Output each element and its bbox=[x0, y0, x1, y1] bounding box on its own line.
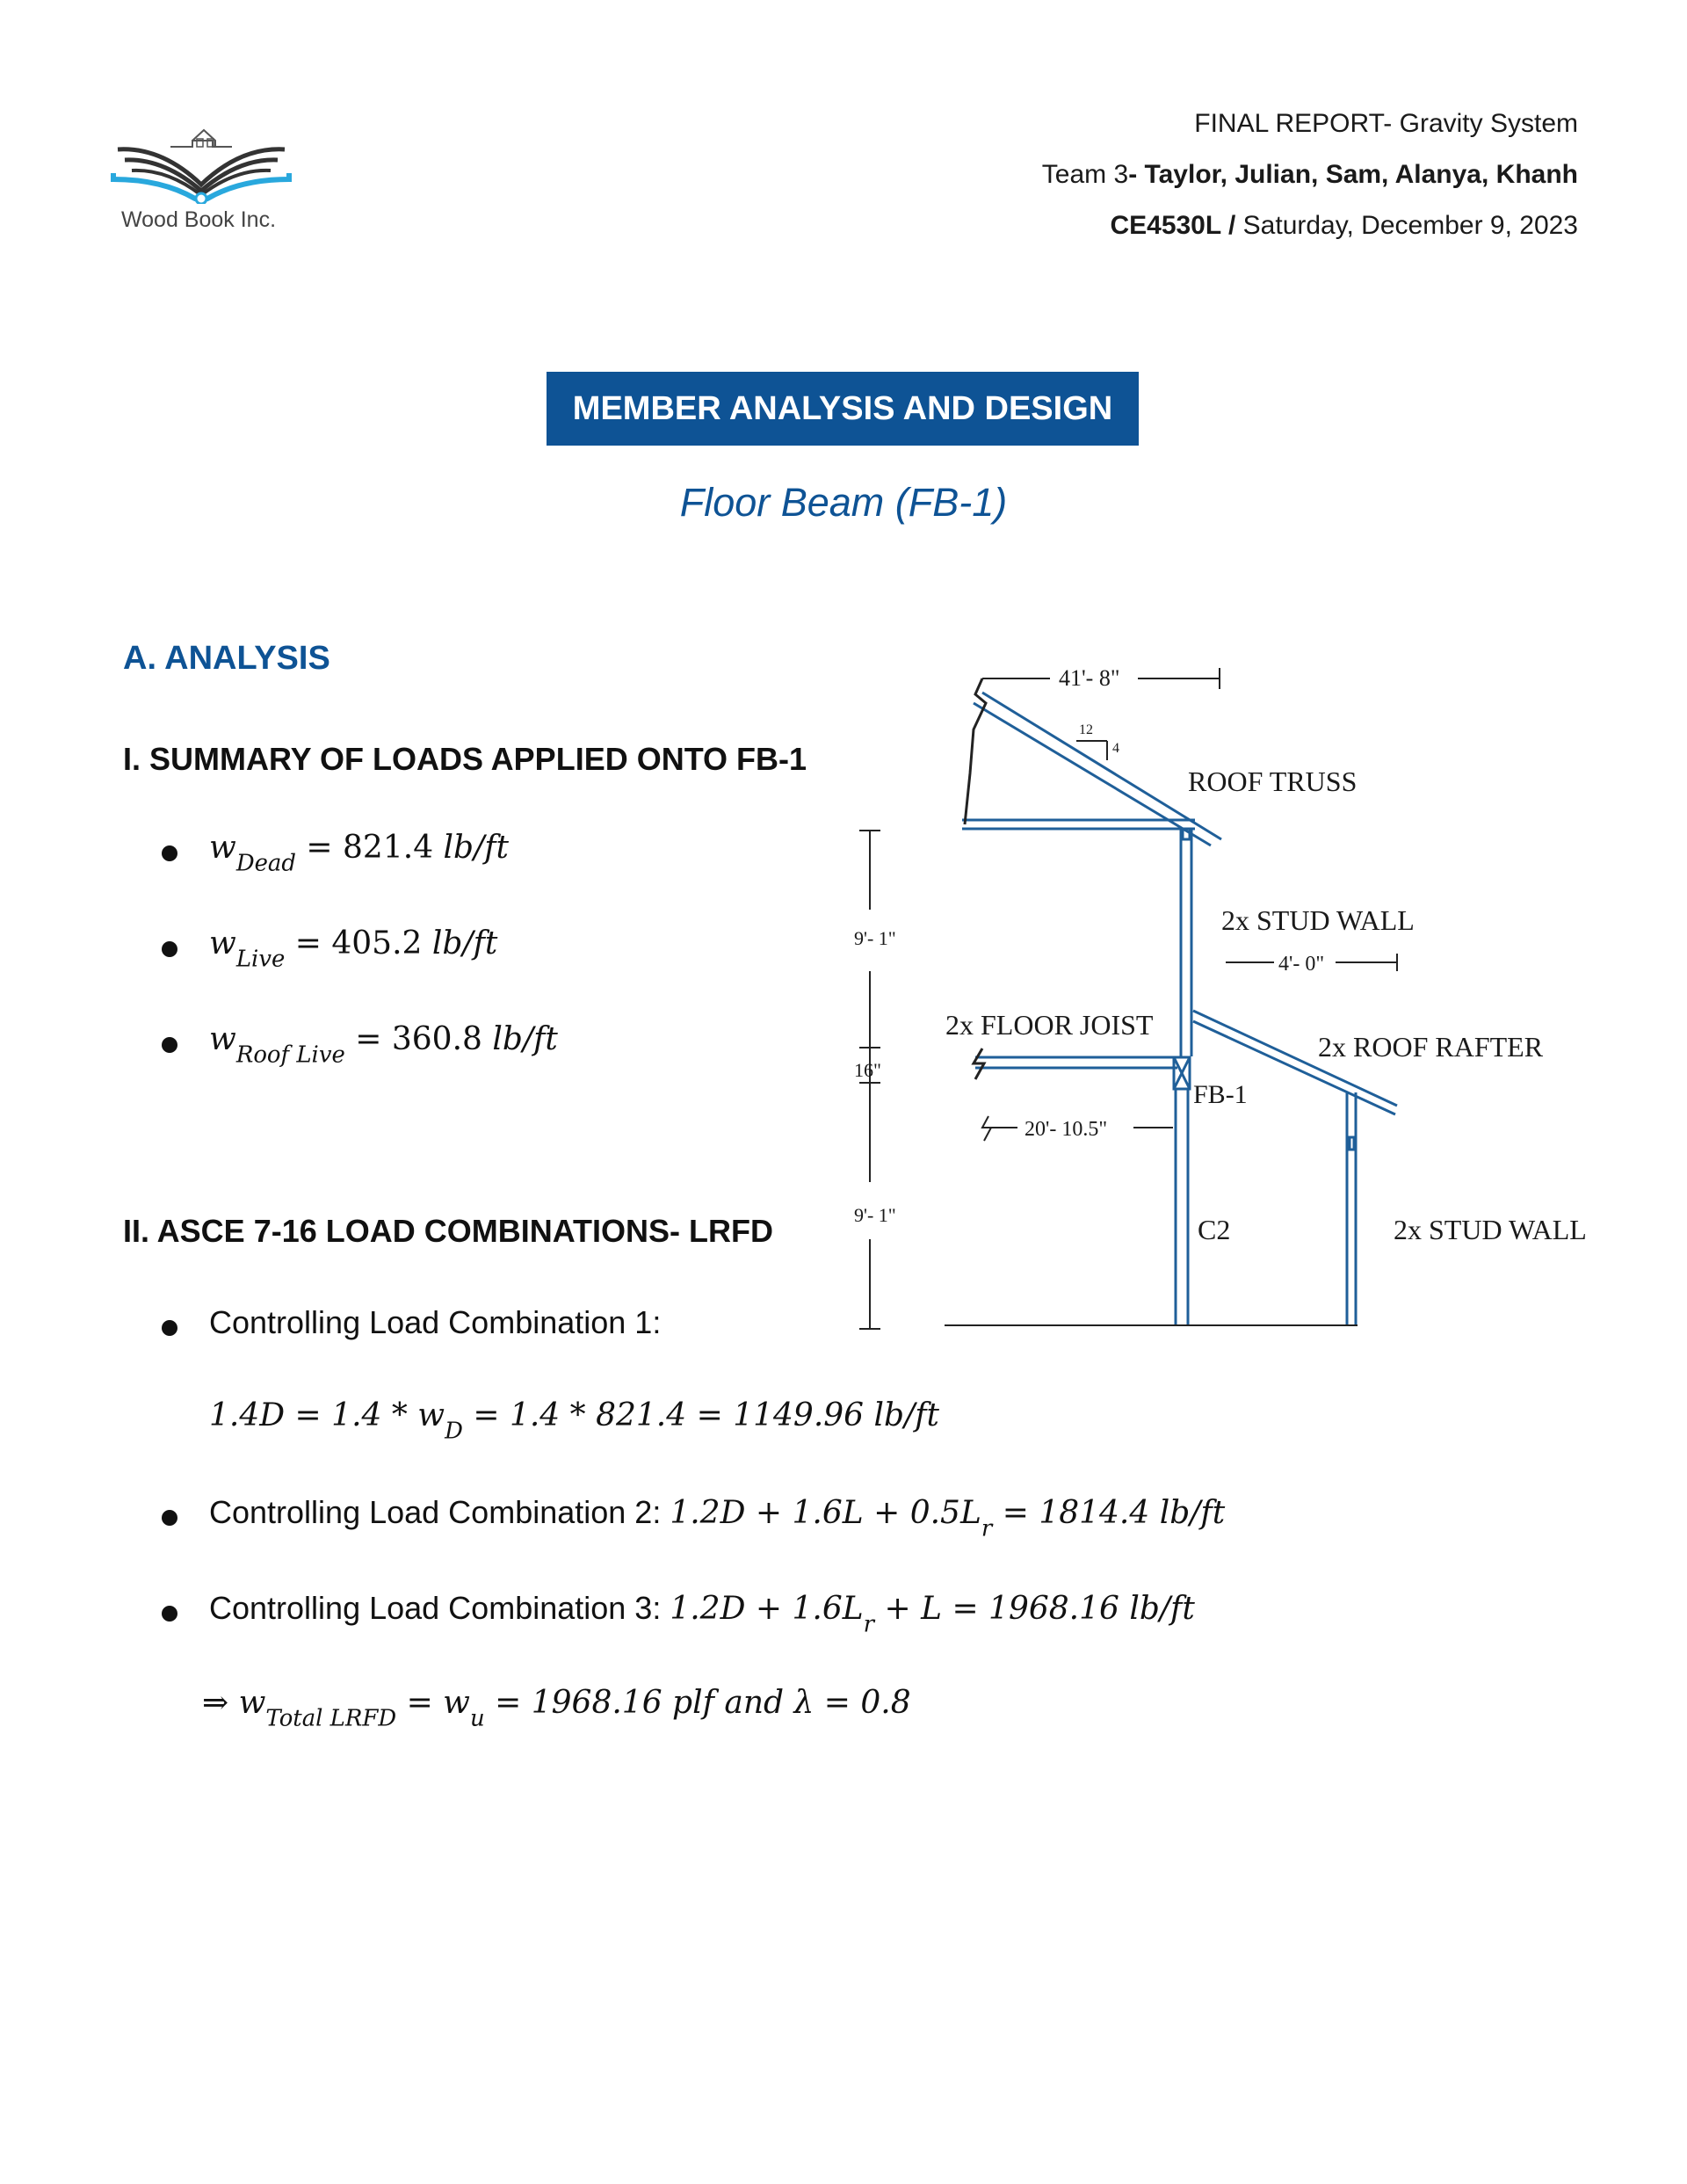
dim-16-label: 16" bbox=[854, 1059, 881, 1081]
load-value: 821.4 bbox=[343, 830, 434, 866]
logo-text: Wood Book Inc. bbox=[121, 207, 277, 232]
roof-truss-label: ROOF TRUSS bbox=[1188, 765, 1358, 797]
pitch-rise-label: 4 bbox=[1112, 741, 1119, 756]
load-value: 360.8 bbox=[391, 1021, 482, 1057]
team-prefix: Team 3 bbox=[1041, 160, 1129, 189]
equation-subscript: r bbox=[863, 1611, 875, 1638]
summary-heading: I. SUMMARY OF LOADS APPLIED ONTO FB-1 bbox=[123, 741, 807, 777]
dim-lower-height-label: 9'- 1" bbox=[854, 1204, 896, 1226]
pitch-run-label: 12 bbox=[1079, 722, 1093, 737]
page-subtitle: Floor Beam (FB-1) bbox=[679, 480, 1008, 525]
equation-part: = 1.4 * 821.4 = 1149.96 lb/ft bbox=[462, 1397, 939, 1433]
lower-stud-wall-label: 2x STUD WALL bbox=[1394, 1214, 1587, 1245]
load-value: 405.2 bbox=[331, 925, 423, 961]
equation-part: 1.2D + 1.6L bbox=[670, 1591, 864, 1627]
equation-part: + L = 1968.16 lb/ft bbox=[874, 1591, 1195, 1627]
fb1-label: FB-1 bbox=[1193, 1080, 1248, 1109]
load-symbol: w bbox=[209, 1021, 236, 1057]
load-unit: lb/ft bbox=[431, 925, 498, 961]
equation-part: ⇒ w bbox=[202, 1685, 266, 1721]
load-subscript: Dead bbox=[235, 850, 296, 877]
dim-20ft-label: 20'- 10.5" bbox=[1025, 1118, 1108, 1141]
combo1-label: Controlling Load Combination 1: bbox=[209, 1304, 662, 1340]
equation-part: 1.4D = 1.4 * w bbox=[209, 1397, 445, 1433]
roof-truss-chord bbox=[982, 693, 1221, 839]
report-title: FINAL REPORT- Gravity System bbox=[1194, 109, 1578, 138]
equation-subscript: D bbox=[445, 1418, 463, 1445]
load-unit: lb/ft bbox=[443, 830, 510, 866]
upper-stud-wall-label: 2x STUD WALL bbox=[1221, 904, 1415, 936]
team-names: - Taylor, Julian, Sam, Alanya, Khanh bbox=[1128, 160, 1578, 189]
load-live: $w_{Live} = 405.2$ lb/ft bbox=[209, 925, 498, 973]
report-date: Saturday, December 9, 2023 bbox=[1235, 211, 1578, 240]
combo-heading: II. ASCE 7-16 LOAD COMBINATIONS- LRFD bbox=[123, 1213, 774, 1249]
banner-title: MEMBER ANALYSIS AND DESIGN bbox=[572, 389, 1113, 427]
dim-4ft-label: 4'- 0" bbox=[1278, 953, 1325, 976]
combo3-label: Controlling Load Combination 3: bbox=[209, 1590, 670, 1626]
load-symbol: w bbox=[209, 925, 236, 961]
column-c2-label: C2 bbox=[1198, 1214, 1231, 1245]
load-subscript: Roof Live bbox=[235, 1041, 345, 1069]
equation-subscript: Total LRFD bbox=[265, 1705, 397, 1732]
equation-subscript: u bbox=[470, 1705, 485, 1732]
floor-joist-label: 2x FLOOR JOIST bbox=[945, 1009, 1154, 1041]
equation-part: 1.2D + 1.6L + 0.5L bbox=[670, 1495, 981, 1531]
dim-upper-height-label: 9'- 1" bbox=[854, 927, 896, 949]
load-roof-live: $w_{Roof Live} = 360.8$ lb/ft bbox=[209, 1021, 558, 1069]
roof-rafter-label: 2x ROOF RAFTER bbox=[1318, 1031, 1544, 1063]
equation-part: = 1814.4 lb/ft bbox=[992, 1495, 1226, 1531]
course-code: CE4530L / bbox=[1110, 211, 1236, 240]
load-dead: $w_{Dead} = 821.4$ lb/ft bbox=[209, 830, 510, 877]
load-unit: lb/ft bbox=[492, 1021, 558, 1057]
equation-subscript: r bbox=[981, 1515, 993, 1542]
combo2-label: Controlling Load Combination 2: bbox=[209, 1494, 670, 1530]
analysis-heading: A. ANALYSIS bbox=[123, 640, 330, 677]
load-symbol: w bbox=[209, 830, 236, 866]
dim-top-label: 41'- 8" bbox=[1059, 665, 1120, 691]
load-subscript: Live bbox=[235, 946, 286, 973]
equation-part: = w bbox=[396, 1685, 470, 1721]
equation-part: = 1968.16 plf and λ = 0.8 bbox=[484, 1685, 911, 1721]
